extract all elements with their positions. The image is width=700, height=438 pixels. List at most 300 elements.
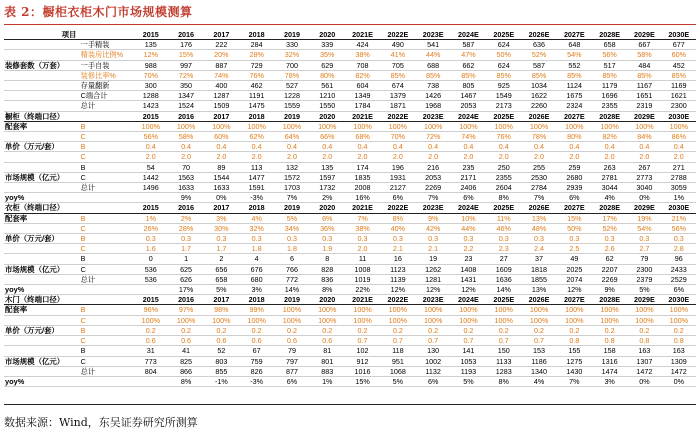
- cell-value: 54%: [627, 223, 661, 233]
- cell-value: 2.0: [168, 152, 203, 162]
- cell-value: 37: [521, 254, 556, 264]
- cell-value: 100%: [451, 121, 486, 131]
- cell-value: 1855: [521, 274, 556, 284]
- cell-value: 2300: [627, 264, 661, 274]
- cell-value: 0.2: [486, 325, 521, 335]
- table-row: [4, 183, 696, 193]
- row-group-label: [4, 152, 81, 162]
- year-header: 2028E: [592, 111, 627, 121]
- cell-value: 3%: [239, 285, 274, 295]
- cell-value: 0.4: [380, 142, 415, 152]
- cell-value: 2.0: [345, 152, 380, 162]
- cell-value: 100%: [133, 315, 168, 325]
- row-sub-label: B: [81, 346, 133, 356]
- year-header: 2018: [239, 295, 274, 305]
- year-header: 2025E: [486, 295, 521, 305]
- cell-value: 452: [662, 60, 696, 70]
- cell-value: 0.4: [274, 142, 309, 152]
- cell-value: 0.2: [380, 325, 415, 335]
- cell-value: 0.3: [204, 234, 239, 244]
- cell-value: [133, 376, 168, 386]
- cell-value: 16%: [345, 193, 380, 203]
- cell-value: 1621: [662, 91, 696, 101]
- cell-value: 85%: [662, 70, 696, 80]
- cell-value: 97%: [168, 305, 203, 315]
- cell-value: 350: [168, 81, 203, 91]
- cell-value: 0.3: [310, 234, 345, 244]
- cell-value: 100%: [310, 315, 345, 325]
- cell-value: 0.2: [168, 325, 203, 335]
- cell-value: 7%: [274, 193, 309, 203]
- cell-value: 2.0: [204, 152, 239, 162]
- year-header: 2025E: [486, 203, 521, 213]
- section-label: 橱柜（终端口径）: [4, 111, 133, 121]
- cell-value: 825: [168, 356, 203, 366]
- cell-value: 100%: [204, 315, 239, 325]
- row-sub-label: C: [81, 223, 133, 233]
- cell-value: 339: [310, 40, 345, 50]
- cell-value: 100%: [310, 305, 345, 315]
- cell-value: 951: [380, 356, 415, 366]
- cell-value: 85%: [416, 70, 451, 80]
- cell-value: 2.0: [451, 152, 486, 162]
- cell-value: 27: [486, 254, 521, 264]
- year-header: 2015: [133, 203, 168, 213]
- table-row: [4, 121, 696, 131]
- cell-value: 1139: [380, 274, 415, 284]
- cell-value: 925: [486, 81, 521, 91]
- cell-value: 2074: [557, 274, 592, 284]
- year-header: 2017: [204, 111, 239, 121]
- year-header: 2020: [310, 203, 345, 213]
- cell-value: 100%: [557, 121, 592, 131]
- cell-value: 1053: [451, 356, 486, 366]
- cell-value: 0.4: [310, 142, 345, 152]
- cell-value: 1193: [451, 366, 486, 376]
- cell-value: 14%: [486, 285, 521, 295]
- cell-value: 1%: [133, 213, 168, 223]
- cell-value: 1019: [345, 274, 380, 284]
- cell-value: 0.4: [486, 142, 521, 152]
- cell-value: 100%: [521, 305, 556, 315]
- cell-value: 1034: [521, 81, 556, 91]
- cell-value: 56%: [133, 132, 168, 142]
- cell-value: 100%: [168, 315, 203, 325]
- row-sub-label: C: [81, 336, 133, 346]
- cell-value: 3%: [204, 213, 239, 223]
- year-header: 2016: [168, 111, 203, 121]
- cell-value: 0.4: [168, 142, 203, 152]
- row-group-label: [4, 346, 81, 356]
- cell-value: 163: [627, 346, 661, 356]
- row-group-label: [4, 101, 81, 111]
- cell-value: 12%: [416, 285, 451, 295]
- cell-value: 2.0: [416, 152, 451, 162]
- cell-value: 100%: [380, 315, 415, 325]
- cell-value: 0.8: [662, 336, 696, 346]
- cell-value: 0.2: [592, 325, 627, 335]
- row-sub-label: 总计: [81, 366, 133, 376]
- cell-value: 100%: [239, 315, 274, 325]
- cell-value: 40%: [380, 223, 415, 233]
- cell-value: 804: [133, 366, 168, 376]
- cell-value: 100%: [592, 121, 627, 131]
- cell-value: 1675: [557, 91, 592, 101]
- year-header: 2019: [274, 30, 309, 40]
- cell-value: 6%: [416, 376, 451, 386]
- row-group-label: 配套率: [4, 213, 81, 223]
- cell-value: 50%: [486, 50, 521, 60]
- cell-value: 0.2: [239, 325, 274, 335]
- row-sub-label: [81, 285, 133, 295]
- cell-value: 1633: [168, 183, 203, 193]
- year-header: 2020: [310, 30, 345, 40]
- cell-value: 60%: [204, 132, 239, 142]
- cell-value: 79: [627, 254, 661, 264]
- cell-value: 0.3: [557, 234, 592, 244]
- year-header: 2029E: [627, 30, 661, 40]
- cell-value: 1563: [168, 172, 203, 182]
- row-group-label: 装修套数（万套）: [4, 60, 81, 70]
- cell-value: 2.0: [486, 152, 521, 162]
- cell-value: 2: [204, 254, 239, 264]
- cell-value: 263: [592, 162, 627, 172]
- cell-value: 7%: [416, 193, 451, 203]
- cell-value: 527: [274, 81, 309, 91]
- cell-value: 100%: [486, 315, 521, 325]
- row-group-label: yoy%: [4, 376, 81, 386]
- cell-value: 1442: [133, 172, 168, 182]
- market-size-table: [4, 30, 696, 387]
- cell-value: 2.0: [239, 152, 274, 162]
- row-sub-label: B: [81, 162, 133, 172]
- cell-value: 100%: [627, 305, 661, 315]
- table-row: [4, 305, 696, 315]
- row-group-label: [4, 40, 81, 50]
- cell-value: 100%: [345, 315, 380, 325]
- row-group-label: [4, 81, 81, 91]
- cell-value: 21%: [662, 213, 696, 223]
- table-row: [4, 142, 696, 152]
- cell-value: 0.7: [345, 336, 380, 346]
- cell-value: 0%: [627, 376, 661, 386]
- cell-value: 100%: [380, 121, 415, 131]
- row-group-label: [4, 366, 81, 376]
- cell-value: 0.4: [204, 142, 239, 152]
- cell-value: 4%: [239, 213, 274, 223]
- cell-value: 7%: [521, 193, 556, 203]
- cell-value: 26%: [133, 223, 168, 233]
- cell-value: 2604: [486, 183, 521, 193]
- cell-value: 100%: [310, 121, 345, 131]
- cell-value: 1818: [521, 264, 556, 274]
- cell-value: 100%: [486, 121, 521, 131]
- cell-value: 0.3: [521, 234, 556, 244]
- cell-value: 12%: [557, 285, 592, 295]
- cell-value: 2053: [451, 101, 486, 111]
- cell-value: 52%: [521, 50, 556, 60]
- year-header: 2029E: [627, 111, 661, 121]
- cell-value: 54: [133, 162, 168, 172]
- cell-value: 0.4: [133, 142, 168, 152]
- cell-value: 100%: [662, 121, 696, 131]
- cell-value: -3%: [239, 193, 274, 203]
- cell-value: 284: [239, 40, 274, 50]
- cell-value: 174: [345, 162, 380, 172]
- cell-value: 82%: [592, 132, 627, 142]
- cell-value: 330: [274, 40, 309, 50]
- cell-value: 2529: [662, 274, 696, 284]
- cell-value: 0.3: [274, 234, 309, 244]
- year-header: 2019: [274, 111, 309, 121]
- cell-value: 38%: [345, 50, 380, 60]
- cell-value: 1609: [486, 264, 521, 274]
- cell-value: 79: [274, 346, 309, 356]
- cell-value: 32%: [274, 50, 309, 60]
- cell-value: 100%: [662, 305, 696, 315]
- cell-value: 100%: [274, 305, 309, 315]
- cell-value: 0.6: [168, 336, 203, 346]
- cell-value: 300: [133, 81, 168, 91]
- row-sub-label: [81, 193, 133, 203]
- cell-value: 997: [168, 60, 203, 70]
- cell-value: 38%: [345, 223, 380, 233]
- year-header: 2022E: [380, 295, 415, 305]
- row-group-label: 单价（万元/套）: [4, 234, 81, 244]
- cell-value: 1636: [486, 274, 521, 284]
- cell-value: 0.7: [451, 336, 486, 346]
- cell-value: 4: [239, 254, 274, 264]
- cell-value: 667: [627, 40, 661, 50]
- cell-value: 2784: [521, 183, 556, 193]
- cell-value: 36%: [310, 223, 345, 233]
- row-sub-label: B: [81, 305, 133, 315]
- year-header: 2018: [239, 111, 274, 121]
- year-header: 2017: [204, 30, 239, 40]
- row-group-label: 市场规模（亿元）: [4, 264, 81, 274]
- cell-value: 100%: [345, 121, 380, 131]
- cell-value: 2269: [592, 274, 627, 284]
- cell-value: 0.4: [239, 142, 274, 152]
- cell-value: 2.5: [557, 244, 592, 254]
- cell-value: 2319: [627, 101, 661, 111]
- cell-value: 100%: [521, 121, 556, 131]
- cell-value: 84%: [627, 132, 661, 142]
- cell-value: 8%: [486, 193, 521, 203]
- cell-value: 100%: [557, 305, 592, 315]
- cell-value: 267: [627, 162, 661, 172]
- cell-value: 0.2: [310, 325, 345, 335]
- cell-value: 0%: [204, 193, 239, 203]
- year-header: 2015: [133, 111, 168, 121]
- section-label: 项目: [4, 30, 133, 40]
- cell-value: 2%: [310, 193, 345, 203]
- cell-value: 1132: [416, 366, 451, 376]
- year-header: 2023E: [416, 111, 451, 121]
- cell-value: 826: [239, 366, 274, 376]
- cell-value: 1.9: [310, 244, 345, 254]
- cell-value: 99%: [239, 305, 274, 315]
- cell-value: 604: [345, 81, 380, 91]
- cell-value: 2939: [557, 183, 592, 193]
- year-header: 2019: [274, 295, 309, 305]
- cell-value: 5%: [380, 376, 415, 386]
- section-header-row: [4, 203, 696, 213]
- cell-value: 74%: [451, 132, 486, 142]
- year-header: 2025E: [486, 30, 521, 40]
- cell-value: 7%: [345, 213, 380, 223]
- row-group-label: [4, 183, 81, 193]
- cell-value: 15%: [168, 50, 203, 60]
- cell-value: 688: [416, 60, 451, 70]
- cell-value: 1.8: [239, 244, 274, 254]
- table-row: [4, 234, 696, 244]
- year-header: 2020: [310, 295, 345, 305]
- cell-value: 78%: [274, 70, 309, 80]
- cell-value: 1784: [345, 101, 380, 111]
- table-row: [4, 274, 696, 284]
- cell-value: 11: [345, 254, 380, 264]
- cell-value: 86%: [662, 132, 696, 142]
- cell-value: 1549: [486, 91, 521, 101]
- cell-value: 85%: [380, 70, 415, 80]
- cell-value: 0.7: [380, 336, 415, 346]
- cell-value: 2406: [451, 183, 486, 193]
- cell-value: 132: [274, 162, 309, 172]
- cell-value: 100%: [380, 305, 415, 315]
- cell-value: 100%: [416, 305, 451, 315]
- cell-value: 0.2: [204, 325, 239, 335]
- cell-value: 66%: [310, 132, 345, 142]
- cell-value: 100%: [168, 121, 203, 131]
- cell-value: 62%: [239, 132, 274, 142]
- cell-value: 517: [592, 60, 627, 70]
- cell-value: 1%: [662, 193, 696, 203]
- cell-value: 0.4: [592, 142, 627, 152]
- cell-value: 1477: [239, 172, 274, 182]
- cell-value: 0.4: [451, 142, 486, 152]
- cell-value: 5%: [274, 213, 309, 223]
- cell-value: 100%: [627, 315, 661, 325]
- cell-value: 1467: [451, 91, 486, 101]
- cell-value: 3%: [592, 376, 627, 386]
- row-group-label: [4, 223, 81, 233]
- cell-value: 676: [239, 264, 274, 274]
- cell-value: 48%: [521, 223, 556, 233]
- cell-value: 2433: [662, 264, 696, 274]
- cell-value: 41: [168, 346, 203, 356]
- cell-value: 400: [204, 81, 239, 91]
- cell-value: 0.6: [204, 336, 239, 346]
- cell-value: 0.4: [662, 142, 696, 152]
- cell-value: 7%: [557, 376, 592, 386]
- year-header: 2022E: [380, 111, 415, 121]
- cell-value: 56%: [662, 223, 696, 233]
- cell-value: 60%: [662, 50, 696, 60]
- cell-value: [133, 285, 168, 295]
- year-header: 2016: [168, 30, 203, 40]
- cell-value: 1275: [557, 356, 592, 366]
- cell-value: 6%: [380, 193, 415, 203]
- cell-value: 0.3: [345, 234, 380, 244]
- cell-value: 28%: [168, 223, 203, 233]
- cell-value: 738: [416, 81, 451, 91]
- cell-value: 1379: [380, 91, 415, 101]
- cell-value: 85%: [627, 70, 661, 80]
- cell-value: 100%: [416, 121, 451, 131]
- cell-value: 1133: [486, 356, 521, 366]
- row-group-label: 单价（万元/套）: [4, 142, 81, 152]
- cell-value: 2.0: [521, 152, 556, 162]
- cell-value: 1591: [239, 183, 274, 193]
- cell-value: 0.3: [168, 234, 203, 244]
- row-sub-label: C: [81, 244, 133, 254]
- cell-value: 4%: [592, 193, 627, 203]
- cell-value: 271: [662, 162, 696, 172]
- cell-value: 836: [310, 274, 345, 284]
- cell-value: 2.0: [310, 152, 345, 162]
- row-sub-label: B: [81, 142, 133, 152]
- table-row: [4, 152, 696, 162]
- cell-value: 118: [380, 346, 415, 356]
- cell-value: 28%: [239, 50, 274, 60]
- year-header: 2027E: [557, 203, 592, 213]
- year-header: 2016: [168, 203, 203, 213]
- cell-value: 803: [204, 356, 239, 366]
- cell-value: 0.2: [416, 325, 451, 335]
- cell-value: [133, 193, 168, 203]
- cell-value: 67: [239, 346, 274, 356]
- year-header: 2030E: [662, 30, 696, 40]
- row-sub-label: B: [81, 234, 133, 244]
- cell-value: 1524: [168, 101, 203, 111]
- cell-value: 1347: [168, 91, 203, 101]
- cell-value: 656: [204, 264, 239, 274]
- cell-value: 2530: [521, 172, 556, 182]
- cell-value: 58%: [168, 132, 203, 142]
- cell-value: 2053: [416, 172, 451, 182]
- cell-value: 16: [380, 254, 415, 264]
- cell-value: 44%: [416, 50, 451, 60]
- row-sub-label: C: [81, 356, 133, 366]
- row-sub-label: 总计: [81, 183, 133, 193]
- cell-value: 1544: [204, 172, 239, 182]
- cell-value: 85%: [521, 70, 556, 80]
- row-sub-label: B: [81, 325, 133, 335]
- cell-value: 658: [592, 40, 627, 50]
- cell-value: 1124: [557, 81, 592, 91]
- row-group-label: [4, 70, 81, 80]
- cell-value: 1228: [274, 91, 309, 101]
- table-row: [4, 50, 696, 60]
- cell-value: 629: [310, 60, 345, 70]
- year-header: 2020: [310, 111, 345, 121]
- bottom-divider: [4, 404, 696, 405]
- cell-value: -3%: [239, 376, 274, 386]
- cell-value: 2127: [380, 183, 415, 193]
- cell-value: 2773: [627, 172, 661, 182]
- year-header: 2017: [204, 203, 239, 213]
- table-row: [4, 132, 696, 142]
- cell-value: 0.3: [662, 234, 696, 244]
- cell-value: 34%: [274, 223, 309, 233]
- row-group-label: 配套率: [4, 305, 81, 315]
- cell-value: 0.3: [592, 234, 627, 244]
- year-header: 2029E: [627, 295, 661, 305]
- row-group-label: [4, 336, 81, 346]
- cell-value: 6%: [451, 193, 486, 203]
- cell-value: 1968: [416, 101, 451, 111]
